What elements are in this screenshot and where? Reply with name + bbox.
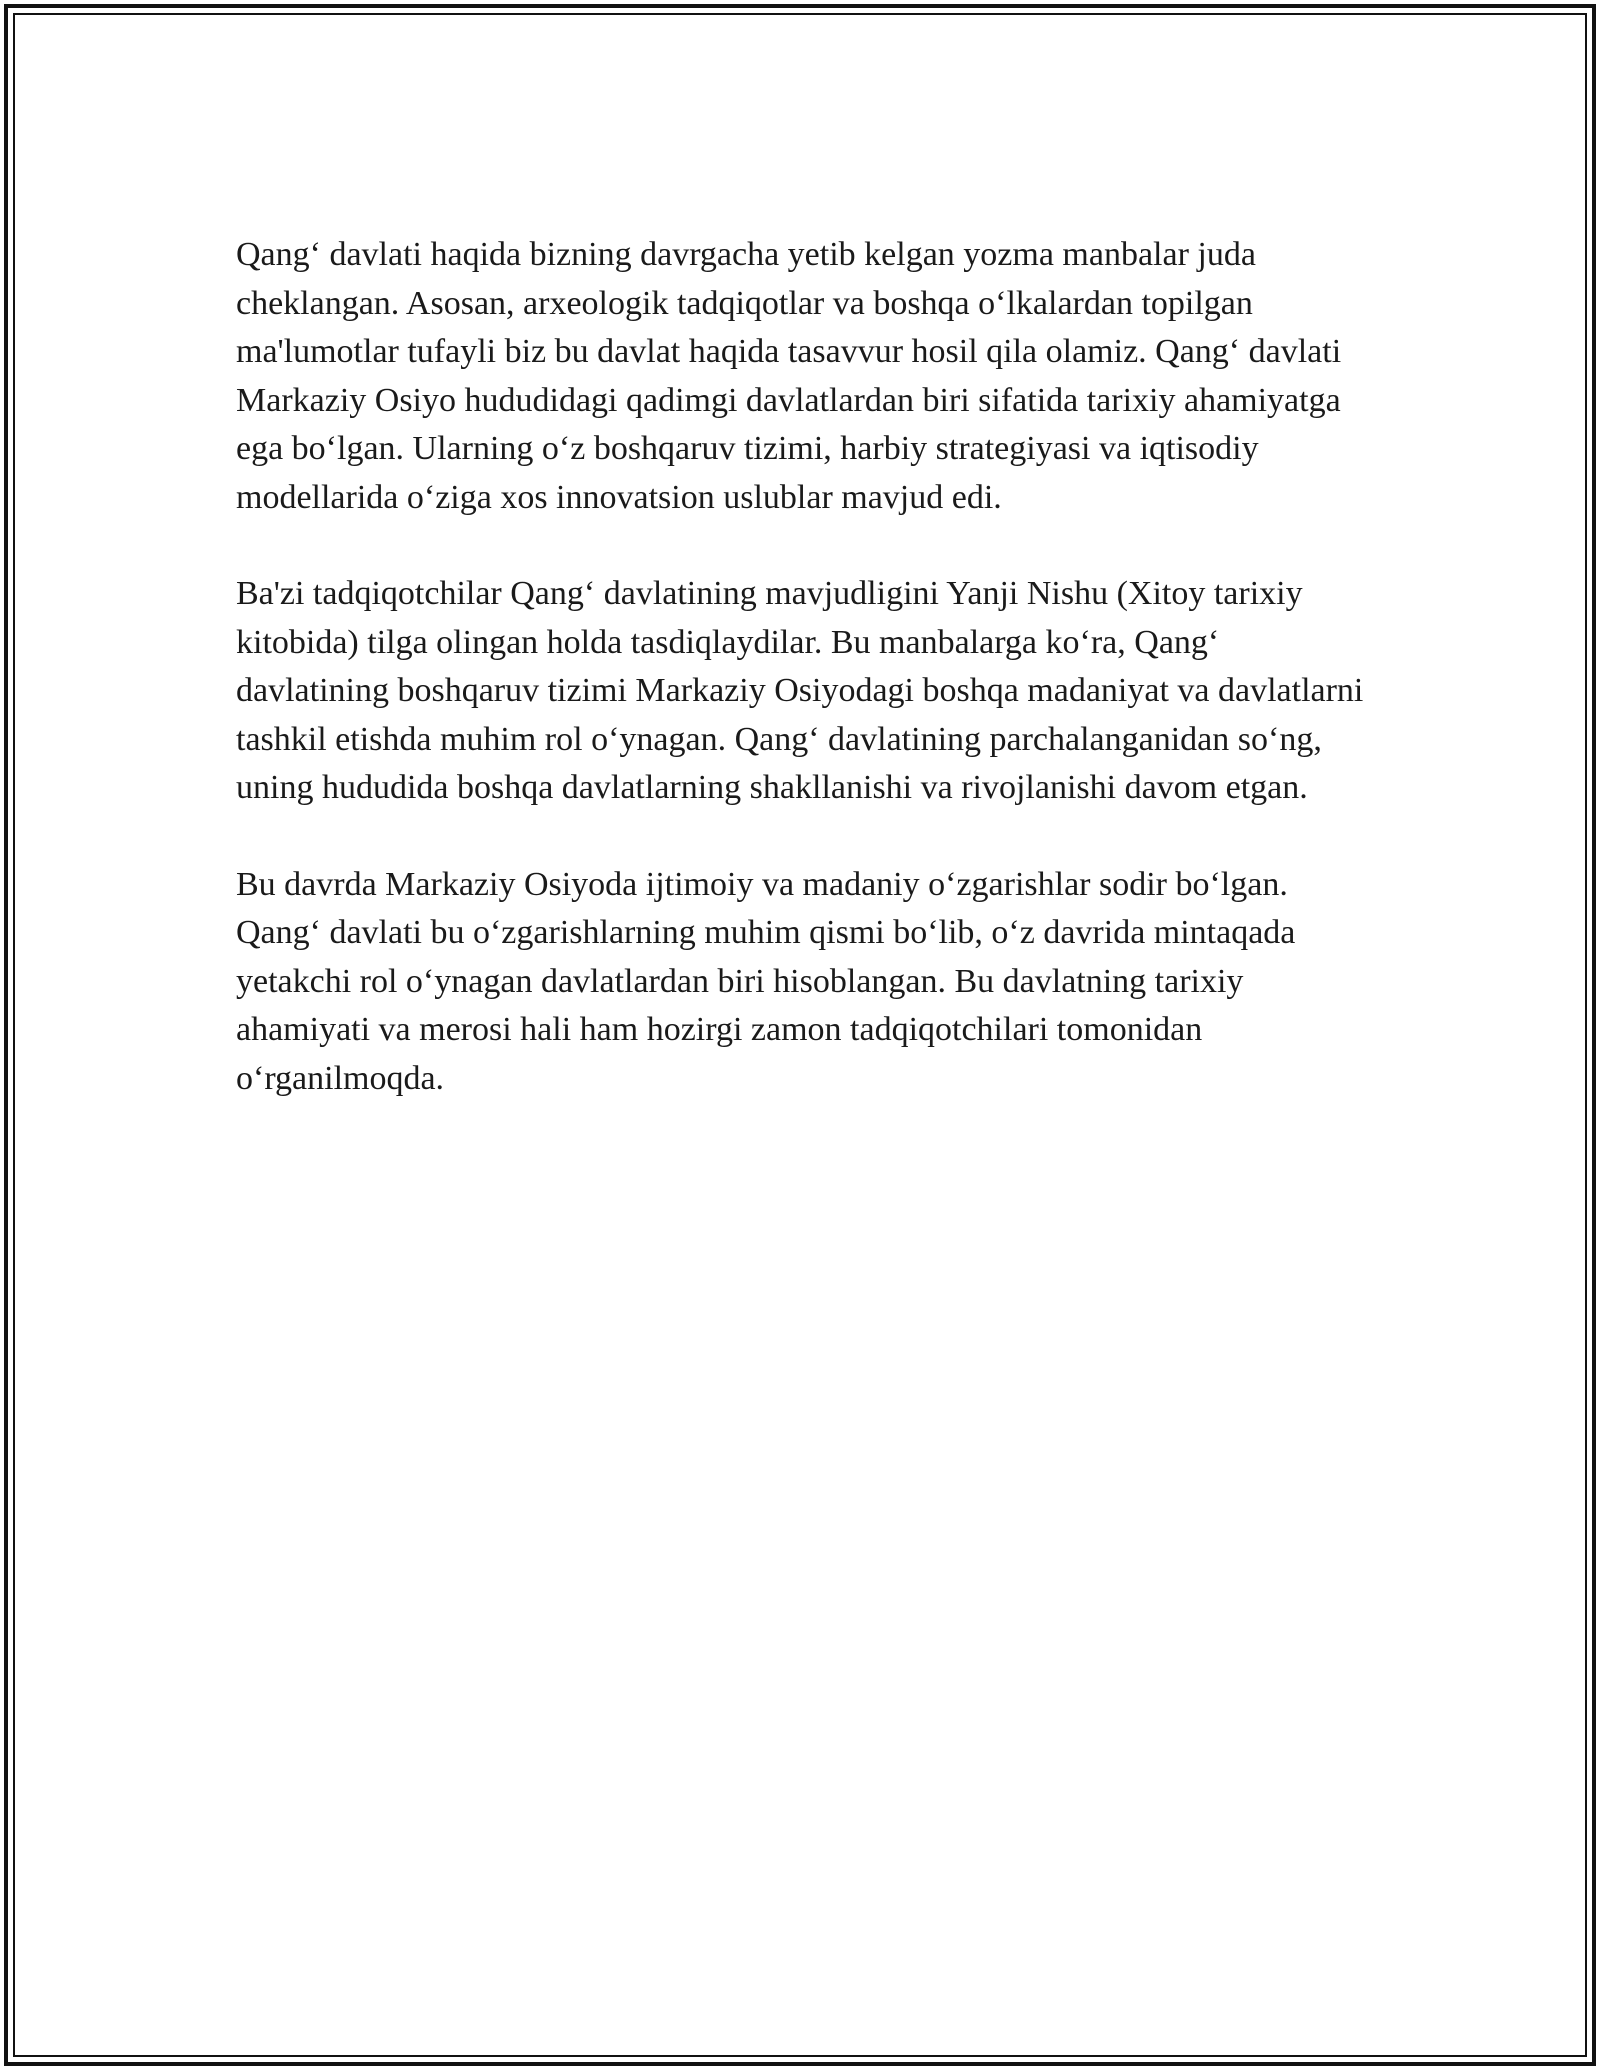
- paragraph-1: Qang‘ davlati haqida bizning davrgacha yetib kelgan yozma manbalar juda cheklangan. Asosan, arxeologik tadqiqotlar va boshqa o‘lkalardan topilgan ma'lumotlar tufayli biz bu davlat haqida tasavvur hosil qila olamiz. Qang‘ davlati Markaziy Osiyo hududidagi qadimgi davlatlardan biri sifatida tarixiy ahamiyatga ega bo‘lgan. Ularning o‘z boshqaruv tizimi, harbiy strategiyasi va iqtisodiy modellarida o‘ziga xos innovatsion uslublar mavjud edi.: [236, 236, 1342, 516]
- paragraph-2: Ba'zi tadqiqotchilar Qang‘ davlatining mavjudligini Yanji Nishu (Xitoy tarixiy kitobida) tilga olingan holda tasdiqlaydilar. Bu manbalarga ko‘ra, Qang‘ davlatining boshqaruv tizimi Markaziy Osiyodagi boshqa madaniyat va davlatlarni tashkil etishda muhim rol o‘ynagan. Qang‘ davlatining parchalanganidan so‘ng, uning hududida boshqa davlatlarning shakllanishi va rivojlanishi davom etgan.: [236, 575, 1364, 806]
- paragraph-3: Bu davrda Markaziy Osiyoda ijtimoiy va madaniy o‘zgarishlar sodir bo‘lgan. Qang‘ davlati bu o‘zgarishlarning muhim qismi bo‘lib, o‘z davrida mintaqada yetakchi rol o‘ynagan davlatlardan biri hisoblangan. Bu davlatning tarixiy ahamiyati va merosi hali ham hozirgi zamon tadqiqotchilari tomonidan o‘rganilmoqda.: [236, 865, 1296, 1097]
- document-body: [236, 231, 1376, 1151]
